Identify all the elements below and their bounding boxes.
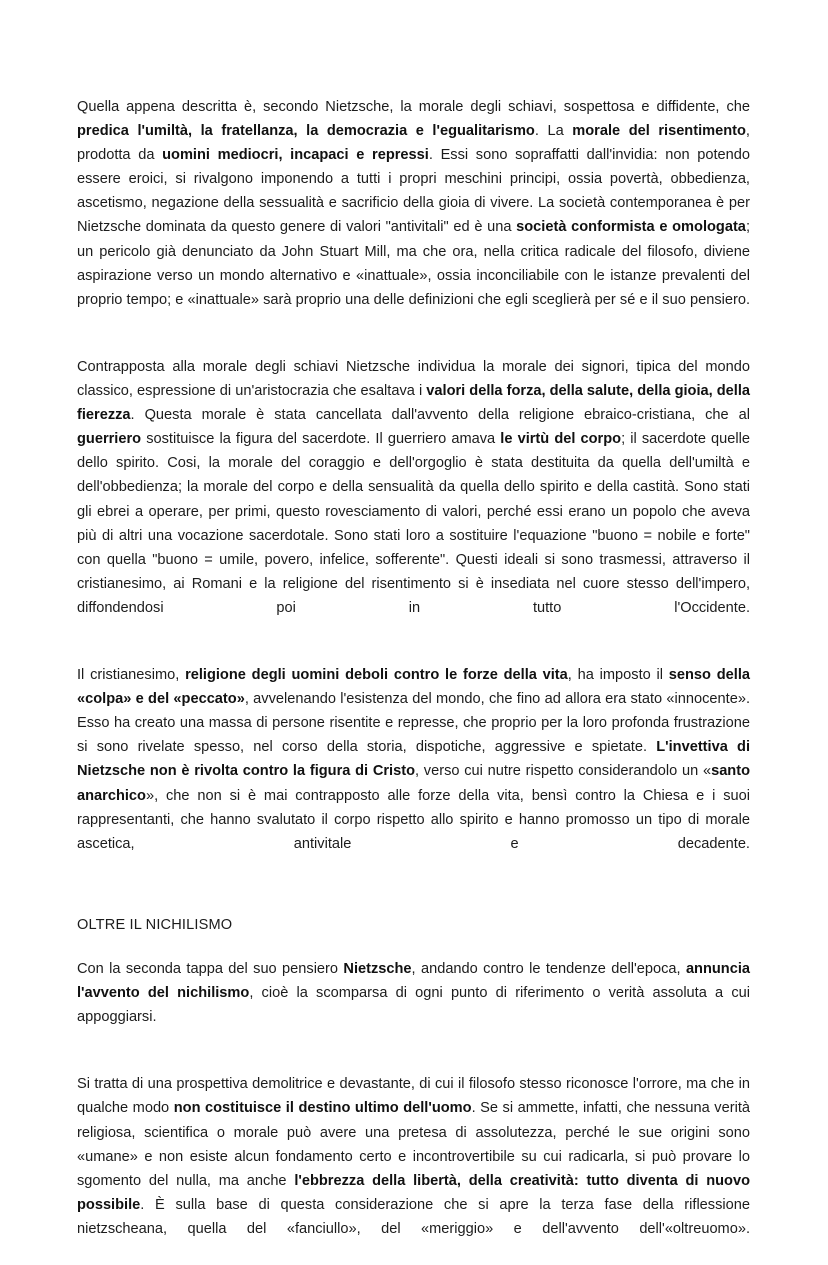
paragraph-morale-dei-signori: Contrapposta alla morale degli schiavi Nietzsche individua la morale dei signori, tipica del mondo classico, espressione di un'aristocrazia che esaltava i valori della forza, della salute, della gioia, della fierezza. Questa morale è stata cancellata dall'avvento della religione ebraico-cristiana, che al guerriero sostituisce la figura del sacerdote. Il guerriero amava le virtù del corpo; il sacerdote quelle dello spirito. Cosi, la morale del coraggio e dell'orgoglio è stata destituita da quella dell'umiltà e dell'obbedienza; la morale del corpo e della sensualità da quella dello spirito e della castità. Sono stati gli ebrei a operare, per primi, questo rovesciamento di valori, perché essi erano un popolo che aveva più di altri una vocazione sacerdotale. Sono stati loro a sostituire l'equazione "buono = nobile e forte" con quella "buono = umile, povero, infelice, sofferente". Questi ideali si sono trasmessi, attraverso il cristianesimo, ai Romani e la religione del risentimento si è insediata nel cuore stesso dell'impero, diffondendosi poi in tutto l'Occidente. — [77, 358, 751, 616]
paragraph-annuncio-nichilismo: Con la seconda tappa del suo pensiero Nietzsche, andando contro le tendenze dell'epoca, annuncia l'avvento del nichilismo, cioè la scomparsa di ogni punto di riferimento o verità assoluta a cui appoggiarsi. — [77, 961, 750, 1026]
document-body — [77, 95, 750, 1265]
paragraph-morale-degli-schiavi: Quella appena descritta è, secondo Nietzsche, la morale degli schiavi, sospettosa e diffidente, che predica l'umiltà, la fratellanza, la democrazia e l'egualitarismo. La morale del risentimento, prodotta da uomini mediocri, incapaci e repressi. Essi sono sopraffatti dall'invidia: non potendo essere eroici, si rivalgono imponendo a tutti i propri meschini principi, ossia povertà, obbedienza, ascetismo, negazione della sessualità e sacrificio della gioia di vivere. La società contemporanea è per Nietzsche dominata da questo genere di valori "antivitali" ed è una società conformista e omologata; un pericolo già denunciato da John Stuart Mill, ma che ora, nella critica radicale del filosofo, diviene aspirazione verso un mondo alternativo e «inattuale», ossia inconciliabile con le istanze prevalenti del proprio tempo; e «inattuale» sarà proprio una delle definizioni che egli sceglierà per sé e il suo pensiero. — [77, 99, 750, 308]
paragraph-cristianesimo: Il cristianesimo, religione degli uomini deboli contro le forze della vita, ha imposto il senso della «colpa» e del «peccato», avvelenando l'esistenza del mondo, che fino ad allora era stato «innocente». Esso ha creato una massa di persone risentite e represse, che proprio per la loro profonda frustrazione si sono rivelate spesso, nel corso della storia, dispotiche, aggressive e spietate. L'invettiva di Nietzsche non è rivolta contro la figura di Cristo, verso cui nutre rispetto considerandolo un «santo anarchico», che non si è mai contrapposto alle forze della vita, bensì contro la Chiesa e i suoi rappresentanti, che hanno svalutato il corpo rispetto allo spirito e hanno promosso un tipo di morale ascetica, antivitale e decadente. — [77, 667, 750, 852]
section-heading-oltre-il-nichilismo: OLTRE IL NICHILISMO — [77, 916, 233, 933]
paragraph-prospettiva-demolitrice: Si tratta di una prospettiva demolitrice e devastante, di cui il filosofo stesso riconosce l'orrore, ma che in qualche modo non costituisce il destino ultimo dell'uomo. Se si ammette, infatti, che nessuna verità religiosa, scientifica o morale può avere una pretesa di assolutezza, perché le sue origini sono «umane» e non esiste alcun fondamento certo e incontrovertibile su cui radicarla, si può provare lo sgomento del nulla, ma anche l'ebbrezza della libertà, della creatività: tutto diventa di nuovo possibile. È sulla base di questa considerazione che si apre la terza fase della riflessione nietzscheana, quella del «fanciullo», del «meriggio» e dell'avvento dell'«oltreuomo». — [77, 1076, 750, 1237]
